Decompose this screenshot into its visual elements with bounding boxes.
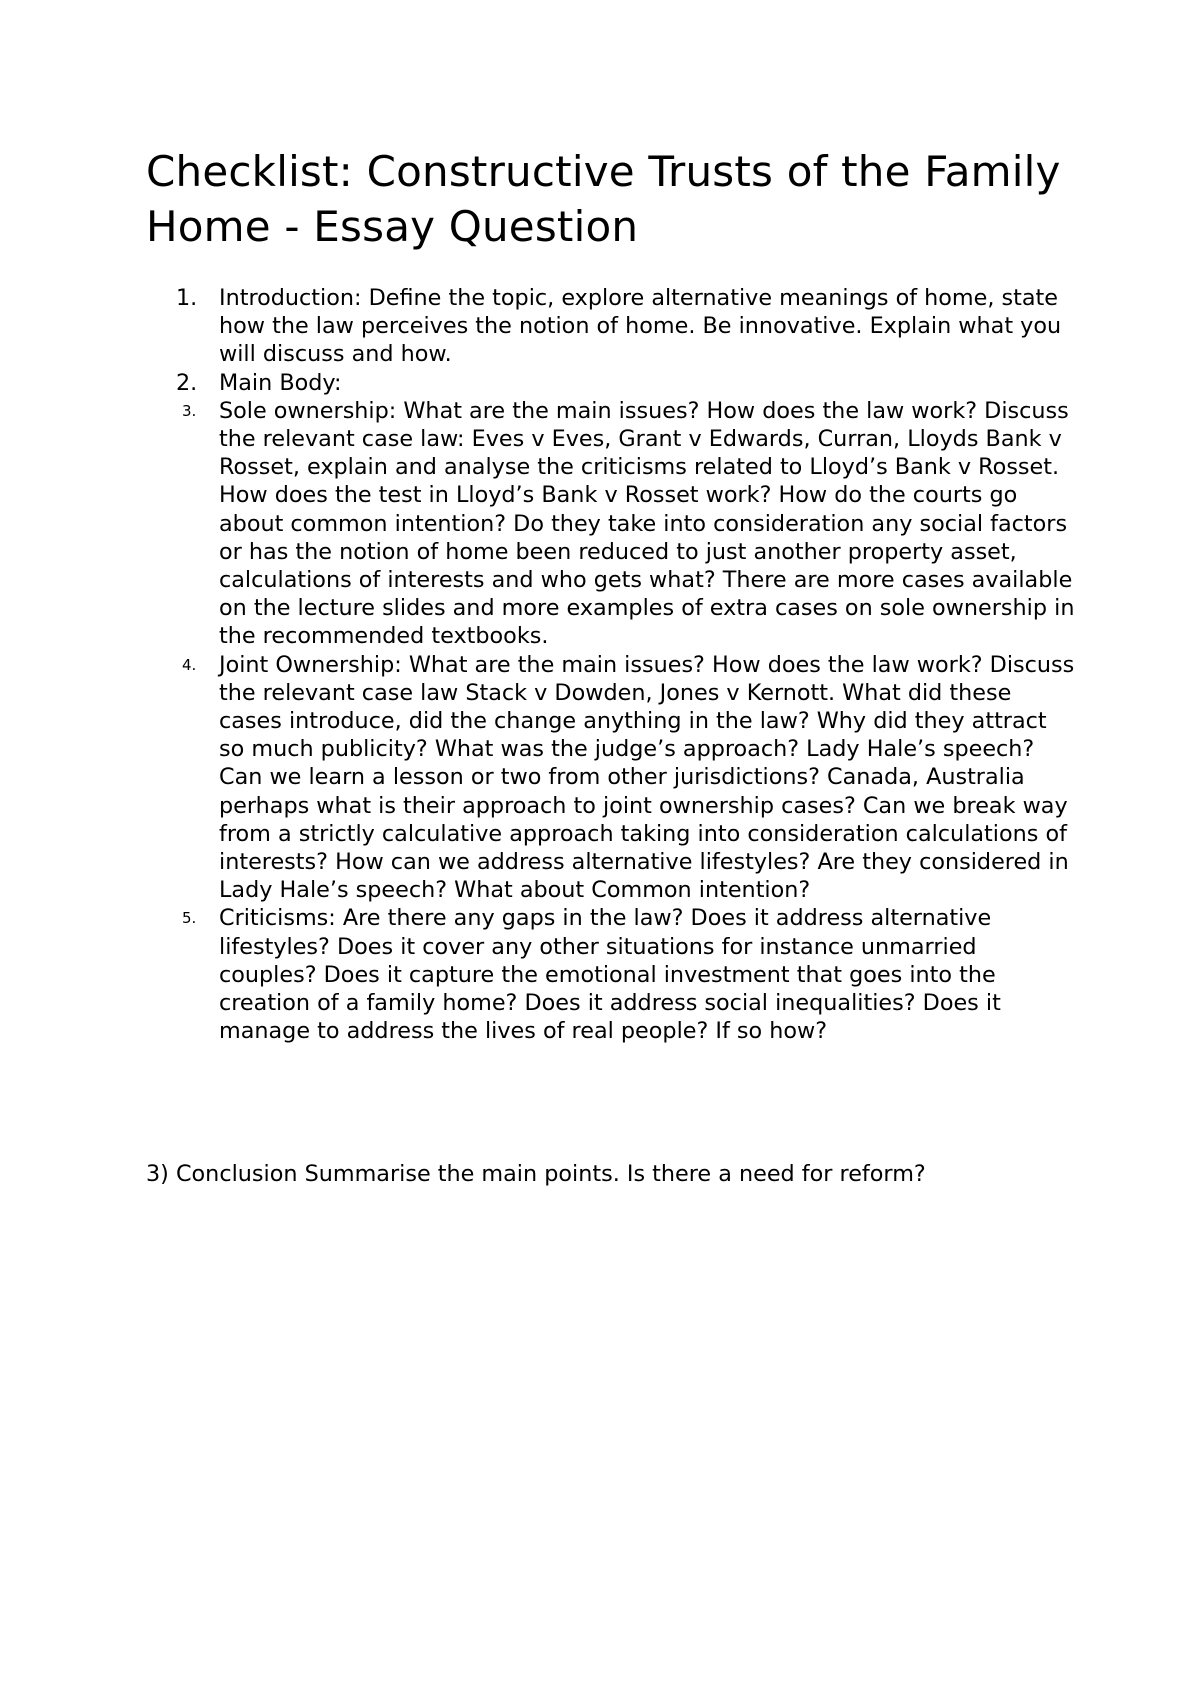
list-item-number: 1.	[176, 285, 198, 311]
list-item-number: 4.	[182, 655, 197, 674]
list-item-number: 3.	[182, 401, 197, 420]
list-item-number: 2.	[176, 369, 198, 396]
list-item-text: Sole ownership: What are the main issues? How does the law work? Discuss the relevant case law: Eves v Eves, Grant v Edwards, Curran, Lloyds Bank v Rosset, explain and analyse the criticisms related to Lloyd’s Bank v Rosset. How does the test in Lloyd’s Bank v Rosset work? How do the courts go about common intention? Do they take into consideration any social factors or has the notion of home been reduced to just another property asset, calculations of interests and who gets what? There are more cases available on the lecture slides and more examples of extra cases on sole ownership in the recommended textbooks.	[219, 397, 1075, 650]
list-item-introduction	[146, 284, 1076, 369]
list-item-main-body	[146, 369, 1076, 397]
list-item-text: Joint Ownership: What are the main issues? How does the law work? Discuss the relevant case law Stack v Dowden, Jones v Kernott. What did these cases introduce, did the change anything in the law? Why did they attract so much publicity? What was the judge’s approach? Lady Hale’s speech? Can we learn a lesson or two from other jurisdictions? Canada, Australia perhaps what is their approach to joint ownership cases? Can we break way from a strictly calculative approach taking into consideration calculations of interests? How can we address alternative lifestyles? Are they considered in Lady Hale’s speech? What about Common intention?	[219, 651, 1075, 904]
list-item-sole-ownership	[146, 397, 1076, 651]
list-item-joint-ownership	[146, 651, 1076, 905]
document-title: Checklist: Constructive Trusts of the Family Home - Essay Question	[146, 147, 1061, 251]
list-item-text: Introduction: Define the topic, explore alternative meanings of home, state how the law perceives the notion of home. Be innovative. Explain what you will discuss and how.	[219, 285, 1062, 368]
list-item-criticisms	[146, 904, 1076, 1045]
list-item-text: Criticisms: Are there any gaps in the law? Does it address alternative lifestyles? Does it cover any other situations for instance unmarried couples? Does it capture the emotional investment that goes into the creation of a family home? Does it address social inequalities? Does it manage to address the lives of real people? If so how?	[219, 905, 1001, 1045]
list-item-text: Main Body:	[219, 369, 342, 396]
checklist	[146, 284, 1076, 1045]
list-item-number: 5.	[182, 909, 197, 928]
conclusion-paragraph: 3) Conclusion Summarise the main points. Is there a need for reform?	[146, 1161, 926, 1187]
